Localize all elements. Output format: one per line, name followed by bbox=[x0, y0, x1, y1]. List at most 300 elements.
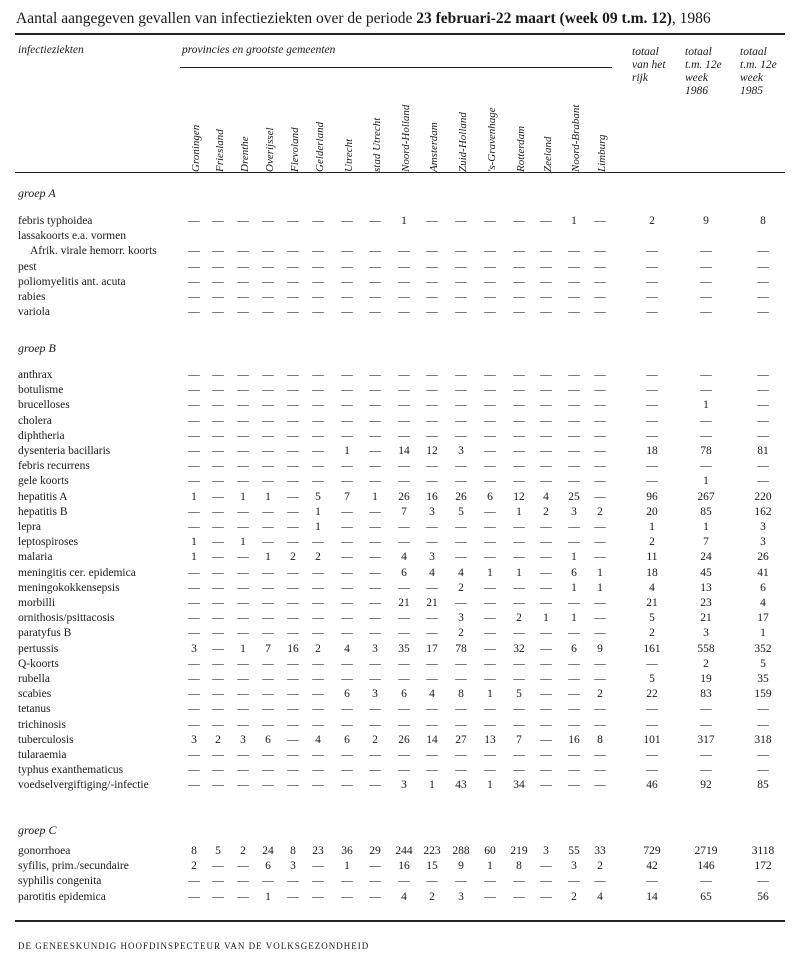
total-cell: 318 bbox=[754, 733, 772, 746]
table-cell: — bbox=[312, 688, 324, 701]
table-cell: — bbox=[312, 673, 324, 685]
table-cell: — bbox=[455, 657, 467, 670]
column-header-label: Flevoland bbox=[289, 127, 301, 172]
total-cell: — bbox=[646, 399, 658, 412]
table-cell: — bbox=[540, 460, 552, 473]
table-cell: 6 bbox=[401, 688, 407, 701]
total-cell: 4 bbox=[649, 581, 655, 594]
table-cell: — bbox=[188, 581, 200, 594]
table-cell: — bbox=[484, 627, 496, 640]
table-cell: — bbox=[513, 581, 525, 594]
table-cell: — bbox=[212, 475, 224, 488]
total-cell: 20 bbox=[646, 505, 658, 518]
column-header-label: Gelderland bbox=[314, 121, 326, 172]
column-header-label: Noord-Holland bbox=[400, 104, 412, 172]
table-cell: — bbox=[341, 890, 353, 903]
table-cell: — bbox=[540, 245, 552, 258]
table-cell: — bbox=[287, 733, 299, 746]
table-cell: — bbox=[341, 369, 353, 381]
table-cell: — bbox=[540, 718, 552, 731]
table-cell: — bbox=[341, 749, 353, 761]
table-cell: — bbox=[540, 642, 552, 655]
total-cell: — bbox=[646, 275, 658, 288]
table-cell: — bbox=[398, 612, 410, 625]
table-cell: — bbox=[262, 536, 274, 549]
table-cell: — bbox=[312, 291, 324, 303]
table-row bbox=[0, 491, 800, 506]
group-label: groep A bbox=[18, 186, 56, 200]
table-cell: — bbox=[188, 764, 200, 777]
table-cell: — bbox=[312, 460, 324, 473]
table-cell: — bbox=[455, 764, 467, 777]
disease-name: hepatitis A bbox=[18, 490, 68, 503]
table-cell: — bbox=[312, 875, 324, 888]
table-cell: — bbox=[341, 875, 353, 888]
table-cell: — bbox=[287, 384, 299, 397]
table-cell: 5 bbox=[458, 505, 464, 518]
total-cell: 18 bbox=[646, 445, 658, 457]
table-cell: — bbox=[540, 260, 552, 273]
total-cell: — bbox=[757, 703, 769, 716]
total-cell: 172 bbox=[754, 860, 772, 873]
table-cell: — bbox=[287, 627, 299, 640]
column-header bbox=[214, 72, 228, 172]
table-cell: 8 bbox=[191, 845, 197, 857]
table-row bbox=[0, 734, 800, 749]
table-cell: 78 bbox=[455, 642, 467, 655]
table-cell: — bbox=[287, 718, 299, 731]
table-cell: — bbox=[484, 445, 496, 457]
table-cell: — bbox=[594, 627, 606, 640]
table-cell: — bbox=[287, 245, 299, 258]
table-cell: — bbox=[455, 475, 467, 488]
table-cell: — bbox=[568, 521, 580, 533]
total-cell: — bbox=[646, 460, 658, 473]
table-cell: — bbox=[237, 612, 249, 625]
disease-name: poliomyelitis ant. acuta bbox=[18, 275, 126, 288]
table-cell: 6 bbox=[487, 490, 493, 503]
table-cell: — bbox=[287, 215, 299, 227]
table-cell: — bbox=[341, 505, 353, 518]
table-cell: 15 bbox=[426, 860, 438, 873]
diseases-header: infectieziekten bbox=[18, 44, 84, 56]
table-cell: — bbox=[484, 306, 496, 319]
table-cell: 3 bbox=[372, 688, 378, 701]
total-cell: — bbox=[757, 875, 769, 888]
table-cell: 2 bbox=[290, 551, 296, 564]
table-cell: 1 bbox=[487, 566, 493, 579]
total-cell: 101 bbox=[643, 733, 661, 746]
table-cell: — bbox=[312, 860, 324, 873]
table-row bbox=[0, 860, 800, 875]
table-cell: — bbox=[568, 399, 580, 412]
table-row bbox=[0, 891, 800, 906]
table-cell: — bbox=[540, 384, 552, 397]
table-cell: 4 bbox=[401, 890, 407, 903]
table-cell: — bbox=[369, 215, 381, 227]
table-cell: 34 bbox=[513, 779, 525, 792]
table-cell: — bbox=[540, 475, 552, 488]
total-cell: 352 bbox=[754, 642, 772, 655]
table-cell: 26 bbox=[398, 733, 410, 746]
table-cell: — bbox=[188, 718, 200, 731]
total-cell: 6 bbox=[760, 581, 766, 594]
disease-name: parotitis epidemica bbox=[18, 890, 106, 903]
table-row bbox=[0, 230, 800, 245]
table-cell: — bbox=[540, 369, 552, 381]
total-cell: — bbox=[646, 291, 658, 303]
table-cell: — bbox=[513, 749, 525, 761]
table-cell: 5 bbox=[215, 845, 221, 857]
disease-name: brucelloses bbox=[18, 399, 70, 412]
table-cell: — bbox=[426, 460, 438, 473]
table-cell: — bbox=[426, 673, 438, 685]
table-cell: — bbox=[540, 445, 552, 457]
table-cell: — bbox=[237, 657, 249, 670]
table-cell: — bbox=[341, 306, 353, 319]
total-cell: — bbox=[757, 475, 769, 488]
total-cell: 729 bbox=[643, 845, 661, 857]
table-cell: 8 bbox=[458, 688, 464, 701]
total-cell: — bbox=[700, 703, 712, 716]
total-cell: 267 bbox=[697, 490, 715, 503]
table-cell: — bbox=[369, 275, 381, 288]
table-cell: — bbox=[594, 703, 606, 716]
table-cell: — bbox=[287, 475, 299, 488]
table-cell: — bbox=[568, 536, 580, 549]
table-cell: — bbox=[341, 215, 353, 227]
table-cell: — bbox=[237, 245, 249, 258]
table-cell: — bbox=[540, 779, 552, 792]
table-cell: — bbox=[594, 536, 606, 549]
table-cell: — bbox=[484, 703, 496, 716]
table-row bbox=[0, 399, 800, 414]
table-cell: — bbox=[312, 260, 324, 273]
table-row bbox=[0, 261, 800, 276]
total-cell: — bbox=[700, 875, 712, 888]
table-cell: — bbox=[455, 215, 467, 227]
table-cell: — bbox=[568, 718, 580, 731]
table-cell: — bbox=[513, 536, 525, 549]
table-cell: — bbox=[212, 718, 224, 731]
table-cell: — bbox=[594, 673, 606, 685]
table-cell: — bbox=[513, 306, 525, 319]
total-cell: 5 bbox=[760, 657, 766, 670]
table-cell: — bbox=[212, 612, 224, 625]
table-cell: — bbox=[237, 597, 249, 609]
table-cell: — bbox=[287, 779, 299, 792]
table-cell: — bbox=[484, 890, 496, 903]
table-cell: — bbox=[262, 399, 274, 412]
table-cell: 244 bbox=[395, 845, 413, 857]
table-cell: — bbox=[287, 490, 299, 503]
total-cell: 162 bbox=[754, 505, 772, 518]
table-cell: 4 bbox=[401, 551, 407, 564]
bottom-rule bbox=[15, 920, 785, 922]
column-header-label: Zeeland bbox=[542, 136, 554, 172]
table-cell: — bbox=[212, 429, 224, 442]
table-cell: — bbox=[212, 566, 224, 579]
table-cell: — bbox=[287, 445, 299, 457]
table-cell: — bbox=[594, 414, 606, 427]
table-cell: — bbox=[262, 673, 274, 685]
table-cell: — bbox=[540, 890, 552, 903]
total-cell: — bbox=[700, 384, 712, 397]
table-cell: — bbox=[369, 445, 381, 457]
table-cell: — bbox=[455, 384, 467, 397]
table-cell: — bbox=[341, 657, 353, 670]
table-cell: 3 bbox=[240, 733, 246, 746]
table-cell: — bbox=[455, 551, 467, 564]
table-cell: — bbox=[188, 306, 200, 319]
table-cell: 27 bbox=[455, 733, 467, 746]
table-cell: — bbox=[188, 475, 200, 488]
table-cell: — bbox=[568, 597, 580, 609]
total-cell: 1 bbox=[760, 627, 766, 640]
total-cell: — bbox=[700, 764, 712, 777]
table-cell: — bbox=[594, 429, 606, 442]
table-cell: 6 bbox=[571, 642, 577, 655]
table-cell: — bbox=[262, 749, 274, 761]
table-cell: — bbox=[237, 369, 249, 381]
table-cell: 25 bbox=[568, 490, 580, 503]
table-cell: — bbox=[369, 399, 381, 412]
table-cell: — bbox=[188, 627, 200, 640]
table-cell: 6 bbox=[571, 566, 577, 579]
table-cell: — bbox=[426, 475, 438, 488]
column-header-label: Friesland bbox=[214, 129, 226, 172]
total-cell: 9 bbox=[703, 215, 709, 227]
table-cell: — bbox=[398, 460, 410, 473]
table-cell: — bbox=[237, 764, 249, 777]
table-cell: — bbox=[426, 414, 438, 427]
table-cell: — bbox=[484, 875, 496, 888]
table-cell: — bbox=[369, 306, 381, 319]
total-cell: 83 bbox=[700, 688, 712, 701]
table-cell: — bbox=[237, 627, 249, 640]
total-cell: — bbox=[646, 657, 658, 670]
table-cell: — bbox=[426, 384, 438, 397]
table-cell: — bbox=[455, 414, 467, 427]
total-cell: — bbox=[646, 306, 658, 319]
table-cell: — bbox=[341, 475, 353, 488]
disease-name: tuberculosis bbox=[18, 733, 74, 746]
table-cell: 1 bbox=[372, 490, 378, 503]
table-cell: 14 bbox=[398, 445, 410, 457]
table-cell: — bbox=[568, 627, 580, 640]
table-cell: — bbox=[262, 384, 274, 397]
table-cell: — bbox=[398, 749, 410, 761]
table-cell: 26 bbox=[455, 490, 467, 503]
table-row bbox=[0, 582, 800, 597]
table-cell: — bbox=[426, 291, 438, 303]
table-cell: — bbox=[568, 657, 580, 670]
table-cell: — bbox=[212, 779, 224, 792]
table-cell: — bbox=[426, 627, 438, 640]
table-cell: — bbox=[287, 460, 299, 473]
table-cell: — bbox=[312, 779, 324, 792]
table-row bbox=[0, 276, 800, 291]
table-cell: — bbox=[312, 718, 324, 731]
table-cell: — bbox=[262, 875, 274, 888]
column-header-label: 's-Gravenhage bbox=[486, 107, 498, 172]
table-cell: — bbox=[369, 627, 381, 640]
table-cell: 17 bbox=[426, 642, 438, 655]
table-cell: — bbox=[594, 245, 606, 258]
table-cell: 219 bbox=[510, 845, 528, 857]
column-header-label: Drenthe bbox=[239, 136, 251, 172]
table-cell: 3 bbox=[458, 890, 464, 903]
total-cell: — bbox=[700, 369, 712, 381]
table-cell: 1 bbox=[487, 779, 493, 792]
table-cell: — bbox=[398, 291, 410, 303]
table-cell: — bbox=[287, 875, 299, 888]
table-cell: 7 bbox=[401, 505, 407, 518]
table-cell: — bbox=[262, 657, 274, 670]
provinces-rule bbox=[180, 67, 612, 68]
table-cell: 2 bbox=[543, 505, 549, 518]
table-cell: — bbox=[212, 306, 224, 319]
table-cell: — bbox=[237, 718, 249, 731]
table-cell: — bbox=[594, 779, 606, 792]
table-cell: — bbox=[312, 275, 324, 288]
table-cell: — bbox=[262, 291, 274, 303]
table-cell: 7 bbox=[516, 733, 522, 746]
table-cell: — bbox=[212, 581, 224, 594]
title-pre: Aantal aangegeven gevallen van infectieziekten over de periode bbox=[16, 10, 417, 27]
table-cell: — bbox=[540, 306, 552, 319]
table-cell: — bbox=[287, 566, 299, 579]
table-row bbox=[0, 430, 800, 445]
table-cell: — bbox=[188, 399, 200, 412]
table-cell: 1 bbox=[315, 505, 321, 518]
table-cell: — bbox=[398, 521, 410, 533]
total-cell: 146 bbox=[697, 860, 715, 873]
disease-name: cholera bbox=[18, 414, 52, 427]
total-cell: 2 bbox=[649, 215, 655, 227]
table-cell: — bbox=[398, 875, 410, 888]
total-cell: 46 bbox=[646, 779, 658, 792]
table-cell: — bbox=[212, 445, 224, 457]
table-cell: — bbox=[513, 551, 525, 564]
table-cell: — bbox=[455, 291, 467, 303]
table-cell: — bbox=[568, 749, 580, 761]
table-cell: — bbox=[369, 612, 381, 625]
table-cell: — bbox=[341, 627, 353, 640]
disease-name: tetanus bbox=[18, 703, 51, 716]
table-cell: — bbox=[369, 291, 381, 303]
table-cell: — bbox=[212, 764, 224, 777]
table-cell: 2 bbox=[191, 860, 197, 873]
table-cell: — bbox=[287, 536, 299, 549]
table-cell: — bbox=[341, 551, 353, 564]
table-cell: — bbox=[540, 399, 552, 412]
table-cell: 9 bbox=[458, 860, 464, 873]
table-cell: 1 bbox=[597, 566, 603, 579]
table-cell: — bbox=[540, 536, 552, 549]
table-cell: 1 bbox=[191, 490, 197, 503]
table-row bbox=[0, 551, 800, 566]
table-cell: 5 bbox=[516, 688, 522, 701]
table-cell: — bbox=[455, 306, 467, 319]
table-cell: — bbox=[341, 399, 353, 412]
table-cell: 3 bbox=[429, 551, 435, 564]
table-cell: — bbox=[237, 306, 249, 319]
table-cell: — bbox=[540, 414, 552, 427]
table-row bbox=[0, 369, 800, 384]
table-cell: — bbox=[568, 875, 580, 888]
table-cell: 16 bbox=[287, 642, 299, 655]
total-cell: — bbox=[700, 245, 712, 258]
table-cell: — bbox=[369, 597, 381, 609]
table-cell: 1 bbox=[265, 490, 271, 503]
table-cell: — bbox=[212, 627, 224, 640]
table-cell: — bbox=[426, 369, 438, 381]
total-1986-header: totaal t.m. 12e week 1986 bbox=[685, 46, 722, 97]
table-cell: — bbox=[237, 384, 249, 397]
table-cell: — bbox=[398, 475, 410, 488]
total-cell: 2719 bbox=[694, 845, 718, 857]
table-cell: — bbox=[212, 875, 224, 888]
table-cell: — bbox=[188, 275, 200, 288]
table-row bbox=[0, 658, 800, 673]
table-cell: — bbox=[287, 688, 299, 701]
table-cell: — bbox=[594, 215, 606, 227]
disease-name: paratyfus B bbox=[18, 627, 72, 640]
table-cell: 1 bbox=[191, 536, 197, 549]
table-cell: — bbox=[287, 703, 299, 716]
total-cell: — bbox=[700, 429, 712, 442]
table-cell: — bbox=[262, 597, 274, 609]
table-cell: — bbox=[398, 764, 410, 777]
table-cell: — bbox=[426, 536, 438, 549]
table-cell: — bbox=[398, 627, 410, 640]
total-cell: 3 bbox=[760, 521, 766, 533]
table-cell: — bbox=[484, 460, 496, 473]
disease-name: meningokokkensepsis bbox=[18, 581, 120, 594]
table-cell: — bbox=[312, 245, 324, 258]
table-cell: — bbox=[540, 673, 552, 685]
total-cell: 558 bbox=[697, 642, 715, 655]
table-cell: — bbox=[568, 673, 580, 685]
disease-name: pertussis bbox=[18, 642, 59, 655]
table-cell: 1 bbox=[571, 612, 577, 625]
table-cell: — bbox=[287, 521, 299, 533]
table-cell: 16 bbox=[568, 733, 580, 746]
table-cell: 8 bbox=[290, 845, 296, 857]
table-cell: — bbox=[287, 890, 299, 903]
disease-name: Afrik. virale hemorr. koorts bbox=[30, 245, 157, 258]
table-cell: — bbox=[312, 627, 324, 640]
table-cell: — bbox=[369, 384, 381, 397]
table-cell: — bbox=[484, 260, 496, 273]
table-cell: — bbox=[188, 414, 200, 427]
table-cell: — bbox=[287, 764, 299, 777]
table-cell: — bbox=[513, 875, 525, 888]
disease-name: pest bbox=[18, 260, 37, 273]
table-cell: 1 bbox=[191, 551, 197, 564]
total-cell: 41 bbox=[757, 566, 769, 579]
total-cell: — bbox=[757, 399, 769, 412]
total-cell: — bbox=[646, 245, 658, 258]
column-header bbox=[486, 72, 500, 172]
table-cell: — bbox=[513, 673, 525, 685]
column-header bbox=[515, 72, 529, 172]
table-cell: 1 bbox=[315, 521, 321, 533]
column-header bbox=[371, 72, 385, 172]
table-cell: — bbox=[513, 718, 525, 731]
table-cell: — bbox=[212, 521, 224, 533]
